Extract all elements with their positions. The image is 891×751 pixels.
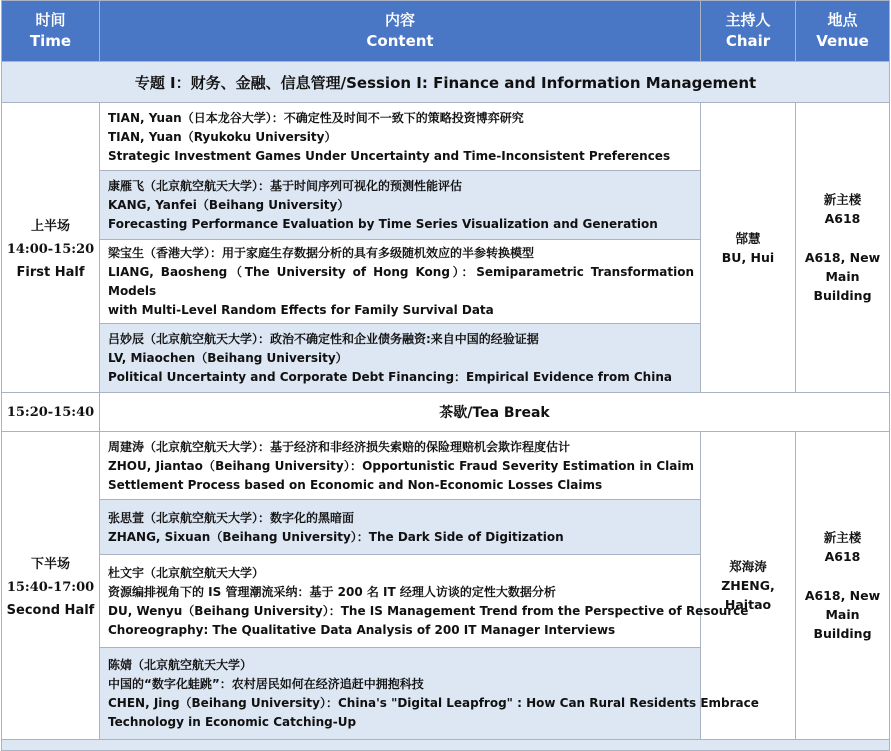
talk-title-en: Technology in Economic Catching-Up xyxy=(108,715,357,729)
first-half-venue-room: A618 xyxy=(824,211,861,226)
first-half-time: 14:00-15:20 xyxy=(6,242,95,257)
first-half-venue-en-3: Building xyxy=(813,288,872,303)
talk-speaker-en: KANG, Yanfei（Beihang University） xyxy=(108,198,350,212)
talk-title-cn: 吕妙辰（北京航空航天大学）：政治不确定性和企业债务融资:来自中国的经验证据 xyxy=(108,332,539,346)
second-half-venue-en-1: A618, New xyxy=(804,588,881,603)
first-half-label-cn: 上半场 xyxy=(30,219,70,234)
talk-cell xyxy=(100,432,701,500)
talk-title-en: Political Uncertainty and Corporate Debt Financing：Empirical Evidence from China xyxy=(108,370,672,384)
header-venue-en: Venue xyxy=(816,32,869,50)
tea-break-row xyxy=(2,393,890,432)
second-half-time-cell xyxy=(2,432,100,740)
talk-cell xyxy=(100,103,701,171)
second-half-chair-en-1: ZHENG, xyxy=(721,578,775,593)
talk-title-en: Forecasting Performance Evaluation by Time Series Visualization and Generation xyxy=(108,217,658,231)
talk-title-cn: 康雁飞（北京航空航天大学）：基于时间序列可视化的预测性能评估 xyxy=(108,179,463,193)
first-half-chair-cn: 郜慧 xyxy=(735,230,761,246)
talk-speaker-en: ZHOU, Jiantao（Beihang University）：Opportunistic Fraud Severity Estimation in Claim xyxy=(108,458,694,473)
header-chair-en: Chair xyxy=(725,32,771,50)
second-half-label-en: Second Half xyxy=(6,603,95,618)
header-time-en: Time xyxy=(29,32,72,50)
talk-cell xyxy=(100,240,701,324)
first-half-venue-en-1: A618, New xyxy=(804,250,881,265)
talk-speaker-en: LV, Miaochen（Beihang University） xyxy=(108,351,348,365)
talk-row xyxy=(2,103,890,171)
header-content xyxy=(100,1,701,62)
first-half-chair-en: BU, Hui xyxy=(721,249,775,265)
first-half-venue-cn: 新主楼 xyxy=(823,192,862,207)
talk-title-cn: 周建涛（北京航空航天大学）：基于经济和非经济损失索赔的保险理赔机会欺诈程度估计 xyxy=(108,439,571,454)
footer-strip xyxy=(2,740,890,751)
header-chair-cn: 主持人 xyxy=(725,11,771,29)
talk-title-cn: 中国的“数字化蛙跳”：农村居民如何在经济追赶中拥抱科技 xyxy=(108,677,424,691)
talk-title-en: Strategic Investment Games Under Uncertainty and Time-Inconsistent Preferences xyxy=(108,148,671,163)
footer-row xyxy=(2,740,890,751)
header-venue-cn: 地点 xyxy=(827,11,858,29)
talk-title-cn: 梁宝生（香港大学）：用于家庭生存数据分析的具有多级随机效应的半参转换模型 xyxy=(108,246,535,260)
talk-title-cn: 资源编排视角下的 IS 管理潮流采纳：基于 200 名 IT 经理人访谈的定性大数据分析 xyxy=(108,584,556,599)
second-half-chair xyxy=(701,432,796,740)
tea-break-label: 茶歇/Tea Break xyxy=(100,393,890,432)
talk-cell xyxy=(100,324,701,393)
first-half-venue-en-2: Main xyxy=(825,269,860,284)
talk-speaker-en: TIAN, Yuan（Ryukoku University） xyxy=(108,129,337,144)
talk-speaker-en: LIANG, Baosheng（The University of Hong Kong）：Semiparametric Transformation Models xyxy=(108,265,694,298)
first-half-venue xyxy=(796,103,890,393)
header-content-en: Content xyxy=(366,32,434,50)
talk-cell xyxy=(100,648,759,740)
second-half-label-cn: 下半场 xyxy=(30,557,70,572)
first-half-label-en: First Half xyxy=(16,265,85,280)
talk-title-cn: 张思萱（北京航空航天大学）：数字化的黑暗面 xyxy=(108,510,355,525)
header-time-cn: 时间 xyxy=(35,11,66,29)
second-half-venue xyxy=(796,432,890,740)
talk-title-en: Settlement Process based on Economic and Non-Economic Losses Claims xyxy=(108,477,603,492)
session-row xyxy=(2,62,890,103)
second-half-chair-cn: 郑海涛 xyxy=(729,559,767,574)
talk-speaker-cn: 杜文宇（北京航空航天大学） xyxy=(108,565,265,580)
second-half-time: 15:40-17:00 xyxy=(6,580,95,595)
first-half-chair xyxy=(701,103,796,393)
second-half-venue-en-3: Building xyxy=(813,626,872,641)
second-half-venue-room: A618 xyxy=(824,549,861,564)
session-title: 专题 I：财务、金融、信息管理/Session I: Finance and Information Management xyxy=(2,62,890,103)
tea-break-time: 15:20-15:40 xyxy=(2,393,100,432)
talk-speaker-en: CHEN, Jing（Beihang University）：China's "Digital Leapfrog" : How Can Rural Residents Embrace xyxy=(108,696,759,710)
talk-speaker-en: DU, Wenyu（Beihang University）：The IS Management Trend from the Perspective of Resource xyxy=(108,603,749,618)
second-half-venue-en-2: Main xyxy=(825,607,860,622)
talk-row xyxy=(2,432,890,500)
second-half-chair-en-2: Haitao xyxy=(724,597,772,612)
schedule-table xyxy=(1,0,890,751)
header-time xyxy=(2,1,100,62)
talk-cell xyxy=(100,171,701,240)
header-row xyxy=(2,1,890,62)
second-half-venue-cn: 新主楼 xyxy=(823,530,862,545)
talk-speaker-en: ZHANG, Sixuan（Beihang University）：The Dark Side of Digitization xyxy=(108,529,564,544)
talk-cell xyxy=(100,500,701,555)
talk-title-cn: TIAN, Yuan（日本龙谷大学）：不确定性及时间不一致下的策略投资博弈研究 xyxy=(108,110,524,125)
first-half-time-cell xyxy=(2,103,100,393)
talk-speaker-cn: 陈婧（北京航空航天大学） xyxy=(108,658,253,672)
header-content-cn: 内容 xyxy=(384,11,415,29)
header-venue xyxy=(796,1,890,62)
talk-title-en: with Multi-Level Random Effects for Family Survival Data xyxy=(108,303,494,317)
header-chair xyxy=(701,1,796,62)
talk-title-en: Choreography: The Qualitative Data Analysis of 200 IT Manager Interviews xyxy=(108,622,616,637)
